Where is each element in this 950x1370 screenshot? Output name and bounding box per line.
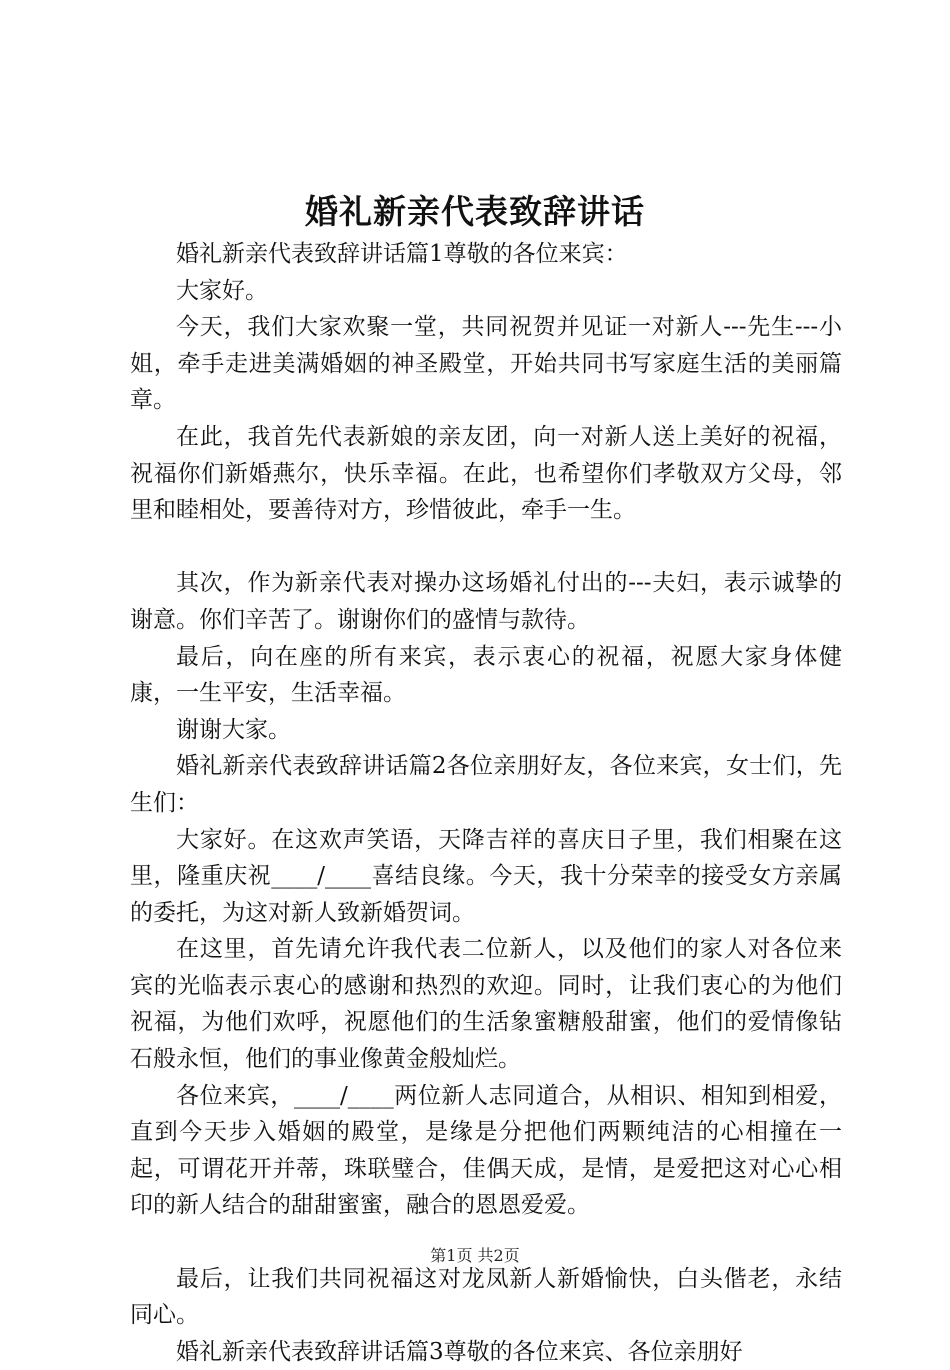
paragraph-spacer xyxy=(130,529,842,566)
page-footer: 第1页 共2页 xyxy=(430,1246,520,1265)
paragraph: 其次，作为新亲代表对操办这场婚礼付出的---夫妇，表示诚挚的谢意。你们辛苦了。谢谢你们的盛情与款待。 xyxy=(130,570,842,633)
document-body xyxy=(130,236,842,1370)
paragraph: 婚礼新亲代表致辞讲话篇3尊敬的各位来宾、各位亲朋好 xyxy=(176,1338,743,1365)
paragraph: 婚礼新亲代表致辞讲话篇2各位亲朋好友，各位来宾，女士们，先生们： xyxy=(130,753,842,816)
paragraph: 在此，我首先代表新娘的亲友团，向一对新人送上美好的祝福，祝福你们新婚燕尔，快乐幸福。在此，也希望你们孝敬双方父母，邻里和睦相处，要善待对方，珍惜彼此，牵手一生。 xyxy=(130,423,842,524)
paragraph: 谢谢大家。 xyxy=(176,716,291,743)
paragraph: 大家好。 xyxy=(176,277,268,304)
paragraph: 最后，向在座的所有来宾，表示衷心的祝福，祝愿大家身体健康，一生平安，生活幸福。 xyxy=(130,643,842,707)
paragraph: 在这里，首先请允许我代表二位新人，以及他们的家人对各位来宾的光临表示衷心的感谢和热烈的欢迎。同时，让我们衷心的为他们祝福，为他们欢呼，祝愿他们的生活象蜜糖般甜蜜，他们的爱情像钻石般永恒，他们的事业像黄金般灿烂。 xyxy=(130,936,842,1073)
paragraph: 大家好。在这欢声笑语，天降吉祥的喜庆日子里，我们相聚在这里，隆重庆祝____/____喜结良缘。今天，我十分荣幸的接受女方亲属的委托，为这对新人致新婚贺词。 xyxy=(130,826,842,926)
document-title: 婚礼新亲代表致辞讲话 xyxy=(305,192,645,231)
paragraph: 婚礼新亲代表致辞讲话篇1尊敬的各位来宾： xyxy=(176,241,628,267)
paragraph: 今天，我们大家欢聚一堂，共同祝贺并见证一对新人---先生---小姐，牵手走进美满婚姻的神圣殿堂，开始共同书写家庭生活的美丽篇章。 xyxy=(130,314,842,414)
paragraph: 最后，让我们共同祝福这对龙凤新人新婚愉快，白头偕老，永结同心。 xyxy=(130,1265,842,1329)
paragraph: 各位来宾，____/____两位新人志同道合，从相识、相知到相爱，直到今天步入婚姻的殿堂，是缘是分把他们两颗纯洁的心相撞在一起，可谓花开并蒂，珠联璧合，佳偶天成，是情，是爱把这对心心相印的新人结合的甜甜蜜蜜，融合的恩恩爱爱。 xyxy=(130,1082,842,1219)
